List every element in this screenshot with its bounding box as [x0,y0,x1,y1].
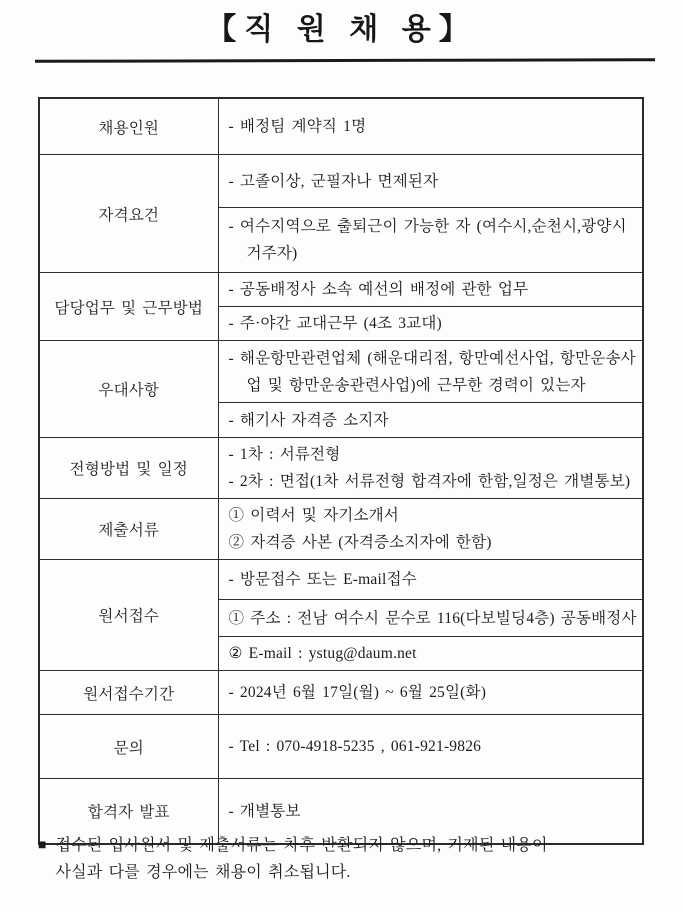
value-line: - 방문접수 또는 E-mail접수 [228,571,417,588]
row-label-preferences: 우대사항 [39,341,218,438]
value-line: ① 주소 : 전남 여수시 문수로 116(다보빌딩4층) 공동배정사 [228,609,637,627]
row-value-contact [218,715,643,779]
row-label-contact: 문의 [39,715,218,779]
value-line: ② 자격증 사본 (자격증소지자에 한함) [228,534,492,551]
footer-note [38,832,648,886]
row-label-selection-process: 전형방법 및 일정 [39,438,218,499]
value-line: - 2차 : 면접(1차 서류전형 합격자에 한함,일정은 개별통보) [228,473,631,490]
table-row-preferences [39,341,643,403]
row-value-application-3 [218,637,643,671]
value-line: - 2024년 6월 17일(월) ~ 6월 25일(화) [228,684,487,701]
table-row-qualifications [39,155,643,208]
job-posting-table [38,97,644,845]
table-row-duties [39,273,643,307]
row-value-duties-2 [218,307,643,341]
row-value-selection-process [218,438,643,499]
title-divider [35,58,655,63]
value-line: - Tel : 070-4918-5235 , 061-921-9826 [228,738,482,755]
footer-note-line: 접수된 입사원서 및 제출서류는 차후 반환되지 않으며, 기재된 내용이 [55,837,548,854]
footer-note-text [55,832,547,886]
row-value-hire-count [218,98,643,155]
row-value-qualifications-1 [218,155,643,208]
value-line: ② E-mail : ystug@daum.net [228,645,417,662]
row-value-application-1 [218,560,643,600]
table-row-documents [39,499,643,560]
row-value-duties-1 [218,273,643,307]
value-line-continuation: 업 및 항만운송관련사업)에 근무한 경력이 있는자 [246,376,586,394]
row-label-duties: 담당업무 및 근무방법 [39,273,218,341]
table-row-application [39,560,643,600]
row-label-qualifications: 자격요건 [39,155,218,273]
row-value-documents [218,499,643,560]
value-line: - 공동배정사 소속 예선의 배정에 관한 업무 [228,281,529,298]
square-bullet-icon: ■ [38,838,47,853]
table-row-application-period [39,671,643,715]
value-line: - 배정팀 계약직 1명 [228,118,367,135]
table-row-hire-count [39,98,643,155]
value-line: - 1차 : 서류전형 [228,446,341,463]
value-line: - 개별통보 [228,802,301,820]
value-line: - 주·야간 교대근무 (4조 3교대) [228,315,442,332]
row-value-preferences-1 [218,341,643,403]
row-label-announcement: 합격자 발표 [39,779,218,845]
value-line: - 해기사 자격증 소지자 [228,411,389,429]
value-line: - 고졸이상, 군필자나 면제된자 [228,172,439,190]
row-value-application-period [218,671,643,715]
table-row-contact [39,715,643,779]
value-line: - 해운항만관련업체 (해운대리점, 항만예선사업, 항만운송사 [228,349,636,367]
row-label-application-period: 원서접수기간 [39,671,218,715]
value-line: ① 이력서 및 자기소개서 [228,507,399,524]
row-value-qualifications-2 [218,208,643,273]
row-label-hire-count: 채용인원 [39,98,218,155]
value-line-continuation: 거주자) [246,245,298,262]
row-label-application: 원서접수 [39,560,218,671]
table-row-selection-process [39,438,643,499]
row-label-documents: 제출서류 [39,499,218,560]
row-value-preferences-2 [218,403,643,438]
footer-note-line: 사실과 다를 경우에는 채용이 취소됩니다. [55,864,351,881]
value-line: - 여수지역으로 출퇴근이 가능한 자 (여수시,순천시,광양시 [228,218,627,235]
row-value-application-2 [218,600,643,637]
page-title: 【직 원 채 용】 [206,13,477,46]
